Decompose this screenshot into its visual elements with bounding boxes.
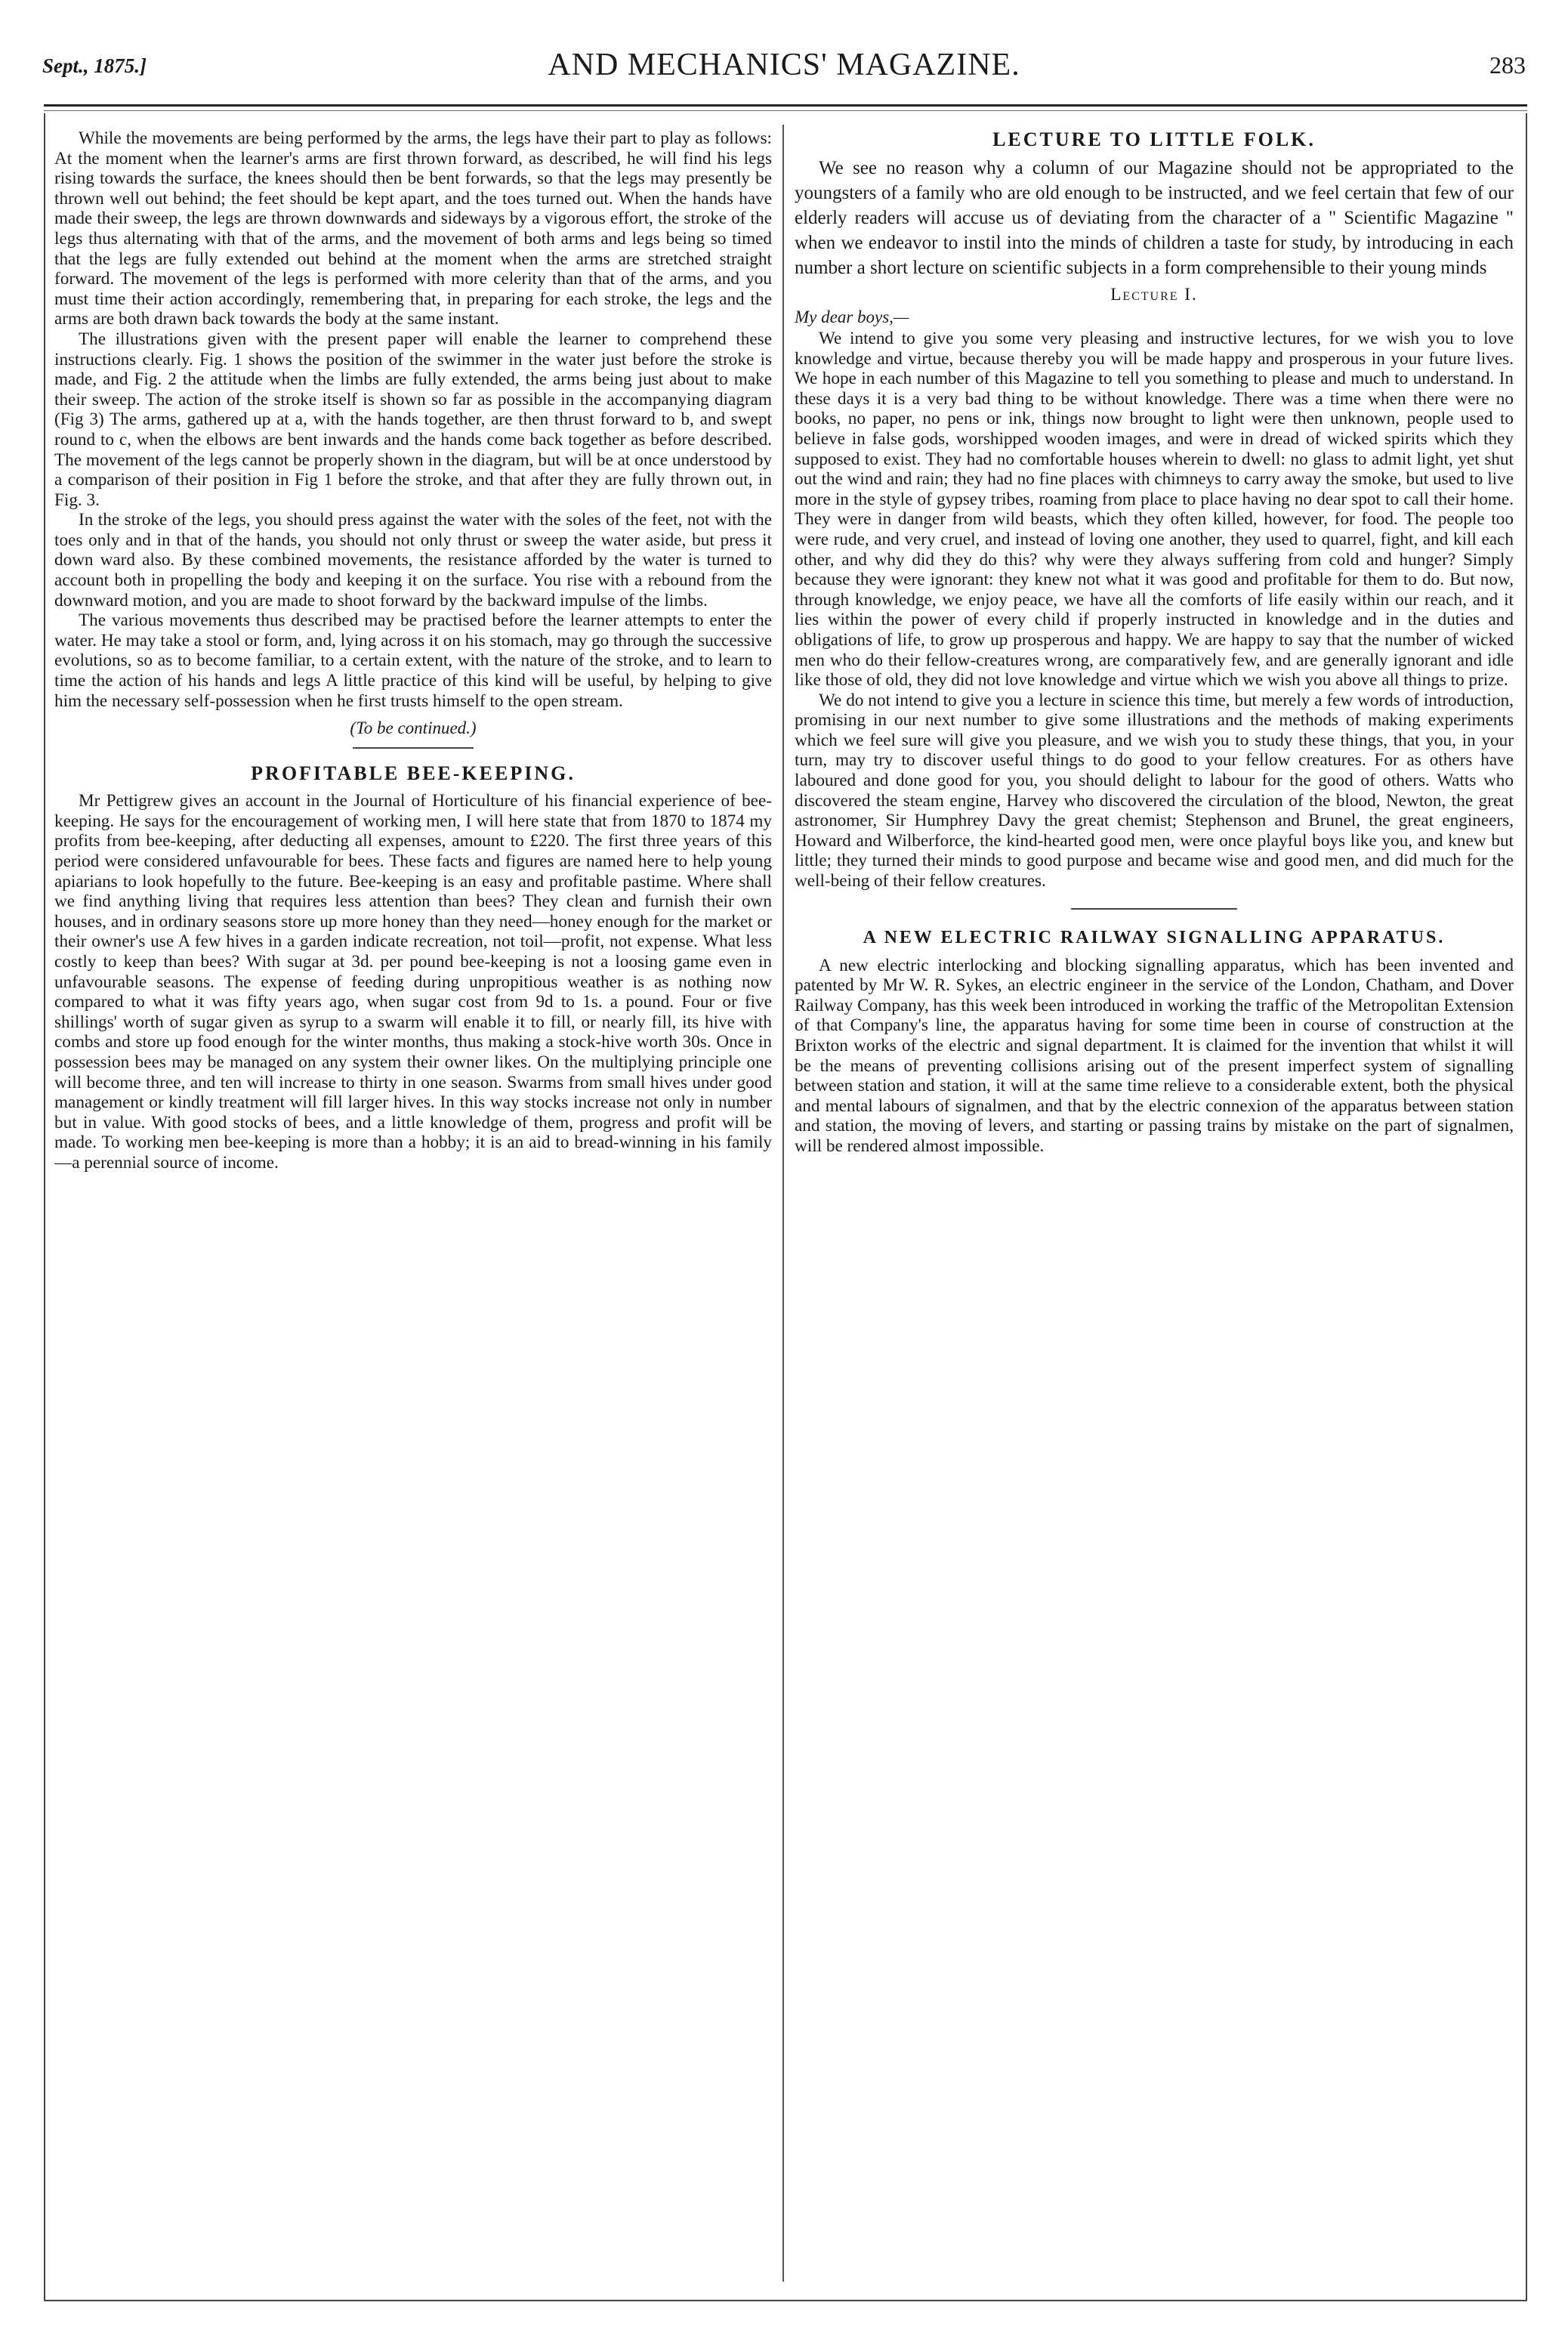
lecture-paragraph-2: We do not intend to give you a lecture in science this time, but merely a few words of introduction, promising in our next number to give some illustrations and the methods of making experiments which we feel sure will give you pleasure, and we wish you to study these things, that you, in your turn, may try to discover useful things to do good to your fellow creatures. For as others have laboured and done good for you, you should delight to labour for the good of others. Watts who discovered the steam engine, Harvey who discovered the circulation of the blood, Newton, the great astronomer, Sir Humphrey Davy the great chemist; Stephenson and Brunel, the great engineers, Howard and Wilberforce, the kind-hearted good men, were once playful boys like you, and knew but little; they turned their minds to good purpose and became wise and good men, and did much for the well-being of their fellow creatures. [795, 690, 1514, 892]
bee-keeping-paragraph: Mr Pettigrew gives an account in the Journal of Horticulture of his financial experience of bee-keeping. He says for the encouragement of working men, I will here state that from 1870 to 1874 my profits from bee-keeping, after deducting all expenses, amount to £220. The first three years of this period were considered unfavourable for bees. These facts and figures are named here to help young apiarians to look hopefully to the future. Bee-keeping is an easy and profitable pastime. Where shall we find anything living that requires less attention than bees? They clean and furnish their own houses, and in ordinary seasons store up more honey than they need—honey enough for the market or their owner's use A few hives in a garden indicate recreation, not toil—profit, not expense. What less costly to keep than bees? With sugar at 3d. per pound bee-keeping is not a loosing game even in unfavourable seasons. The expense of feeding during unpropitious weather is as nothing now compared to what it was fifty years ago, when sugar cost from 9d to 1s. a pound. Four or five shillings' worth of sugar given as syrup to a swarm will enable it to fill, or nearly fill, its hive with combs and store up food enough for the winter months, thus making a stock-hive worth 30s. Once in possession bees may be managed on any system their owner likes. On the multiplying principle one will become three, and ten will increase to thirty in one season. Swarms from small hives under good management or kindly treatment will fill larger hives. In this way stocks increase not only in number but in value. With good stocks of bees, and a little knowledge of them, progress and profit will be made. To working men bee-keeping is more than a hobby; it is an aid to bread-winning in his family—a perennial source of income. [54, 791, 772, 1173]
lecture-introduction: We see no reason why a column of our Magazine should not be appropriated to the youngsters of a family who are old enough to be instructed, and we feel certain that few of our elderly readers will accuse us of deviating from the character of a " Scientific Magazine " when we endeavor to instil into the minds of children a taste for study, by introducing in each number a short lecture on scientific subjects in a form comprehensible to their young minds [795, 158, 1514, 278]
issue-date: Sept., 1875.] [42, 54, 147, 77]
swimming-paragraph-3: In the stroke of the legs, you should press against the water with the soles of the feet, not with the toes only and in that of the hands, you should not only thrust or sweep the water aside, but press it down ward also. By these combined movements, the resistance afforded by the water is turned to account both in propelling the body and keeping it on the surface. You rise with a rebound from the downward motion, and you are made to shoot forward by the backward impulse of the limbs. [54, 510, 772, 610]
running-head [42, 47, 1526, 92]
lecture-paragraph-1: We intend to give you some very pleasing and instructive lectures, for we wish you to love knowledge and virtue, because thereby you will be made happy and prosperous in your future lives. We hope in each number of this Magazine to tell you something to please and much to understand. In these days it is a very bad thing to be without knowledge. There was a time when there were no books, no paper, no pens or ink, things now brought to light were then unknown, people used to believe in false gods, worshipped wooden images, and were in dread of wicked spirits which they supposed to exist. They had no comfortable houses wherein to dwell: no glass to admit light, yet shut out the wind and rain; they had no fine places with chimneys to carry away the smoke, but used to live more in the style of gypsey tribes, roaming from place to place having no dear spot to call their home. They were in danger from wild beasts, which they often killed, however, for food. The people too were rude, and very cruel, and instead of loving one another, they used to quarrel, fight, and kill each other, and why did they do this? why were they always suffering from cold and hunger? Simply because they were ignorant: they knew not what it was good and profitable for them to do. But now, through knowledge, we enjoy peace, we have all the comforts of life easily within our reach, and it lies within the power of every child if properly instructed in knowledge and in the duties and obligations of life, to grow up prosperous and happy. We are happy to say that the number of wicked men who do their fellow-creatures wrong, are comparatively few, and are generally ignorant and idle like those of old, they did not love knowledge and virtue which we wish you above all things to prize. [795, 329, 1514, 691]
continued-note: (To be continued.) [350, 718, 477, 738]
lecture-salutation: My dear boys,— [795, 307, 909, 326]
header-rule [44, 104, 1527, 107]
frame-left-border [44, 113, 45, 2301]
right-column [795, 128, 1514, 1157]
page-number: 283 [1489, 51, 1526, 79]
lecture-heading: LECTURE TO LITTLE FOLK. [992, 128, 1316, 150]
magazine-title: AND MECHANICS' MAGAZINE. [548, 48, 1020, 82]
lecture-number: Lecture I. [1110, 285, 1198, 304]
swimming-paragraph-2: The illustrations given with the present paper will enable the learner to comprehend these instructions clearly. Fig. 1 shows the position of the swimmer in the water just before the stroke is made, and Fig. 2 the attitude when the limbs are fully extended, the arms being just about to make their sweep. The action of the stroke itself is shown so far as possible in the accompanying diagram (Fig 3) The arms, gathered up at a, with the hands together, are then thrust forward to b, and swept round to c, when the elbows are bent inwards and the hands come back together as before described. The movement of the legs cannot be properly shown in the diagram, but will be at once understood by a comparison of their position in Fig 1 before the stroke, and that after they are fully thrown out, in Fig. 3. [54, 329, 772, 510]
header-rule-thin [44, 110, 1527, 111]
frame-right-border [1526, 113, 1527, 2301]
section-separator [1071, 908, 1237, 910]
swimming-paragraph-4: The various movements thus described may be practised before the learner attempts to enter the water. He may take a stool or form, and, lying across it on his stomach, may go through the successive evolutions, so as to become familiar, to a certain extent, with the nature of the stroke, and to learn to time the action of his hands and legs A little practice of this kind will be useful, by helping to give him the necessary self-possession when he first trusts himself to the open stream. [54, 610, 772, 711]
electric-signalling-heading: A NEW ELECTRIC RAILWAY SIGNALLING APPARATUS. [863, 927, 1446, 947]
footer-rule [44, 2300, 1527, 2301]
section-separator [353, 747, 474, 749]
column-divider [782, 125, 784, 2282]
swimming-paragraph-1: While the movements are being performed by the arms, the legs have their part to play as follows: At the moment when the learner's arms are first thrown forward, as described, he will find his legs rising towards the surface, the knees should then be bent forwards, so that the legs may presently be thrown well out behind; the feet should be kept apart, and the toes turned out. When the hands have made their sweep, the legs are thrown downwards and sideways by a vigorous effort, the stroke of the legs thus alternating with that of the arms, and the movement of both arms and legs being so timed that the legs are fully extended out behind at the moment when the arms are stretched straight forward. The movement of the legs is performed with more celerity than that of the arms, and you must time their action accordingly, remembering that, in preparing for each stroke, the legs and the arms are both drawn back towards the body at the same instant. [54, 128, 772, 329]
left-column [54, 128, 772, 1173]
bee-keeping-heading: PROFITABLE BEE-KEEPING. [251, 762, 576, 785]
electric-signalling-paragraph: A new electric interlocking and blocking signalling apparatus, which has been invented and patented by Mr W. R. Sykes, an electric engineer in the service of the London, Chatham, and Dover Railway Company, has this week been introduced in working the traffic of the Metropolitan Extension of that Company's line, the apparatus having for some time been in course of construction at the Brixton works of the electric and signal department. It is claimed for the invention that whilst it will be the means of preventing collisions arising out of the present imperfect system of signalling between station and station, it will at the same time relieve to a considerable extent, both the physical and mental labours of signalmen, and that by the electric connexion of the apparatus between station and station, the moving of levers, and starting or passing trains by mistake on the part of signalmen, will be rendered almost impossible. [795, 955, 1514, 1156]
